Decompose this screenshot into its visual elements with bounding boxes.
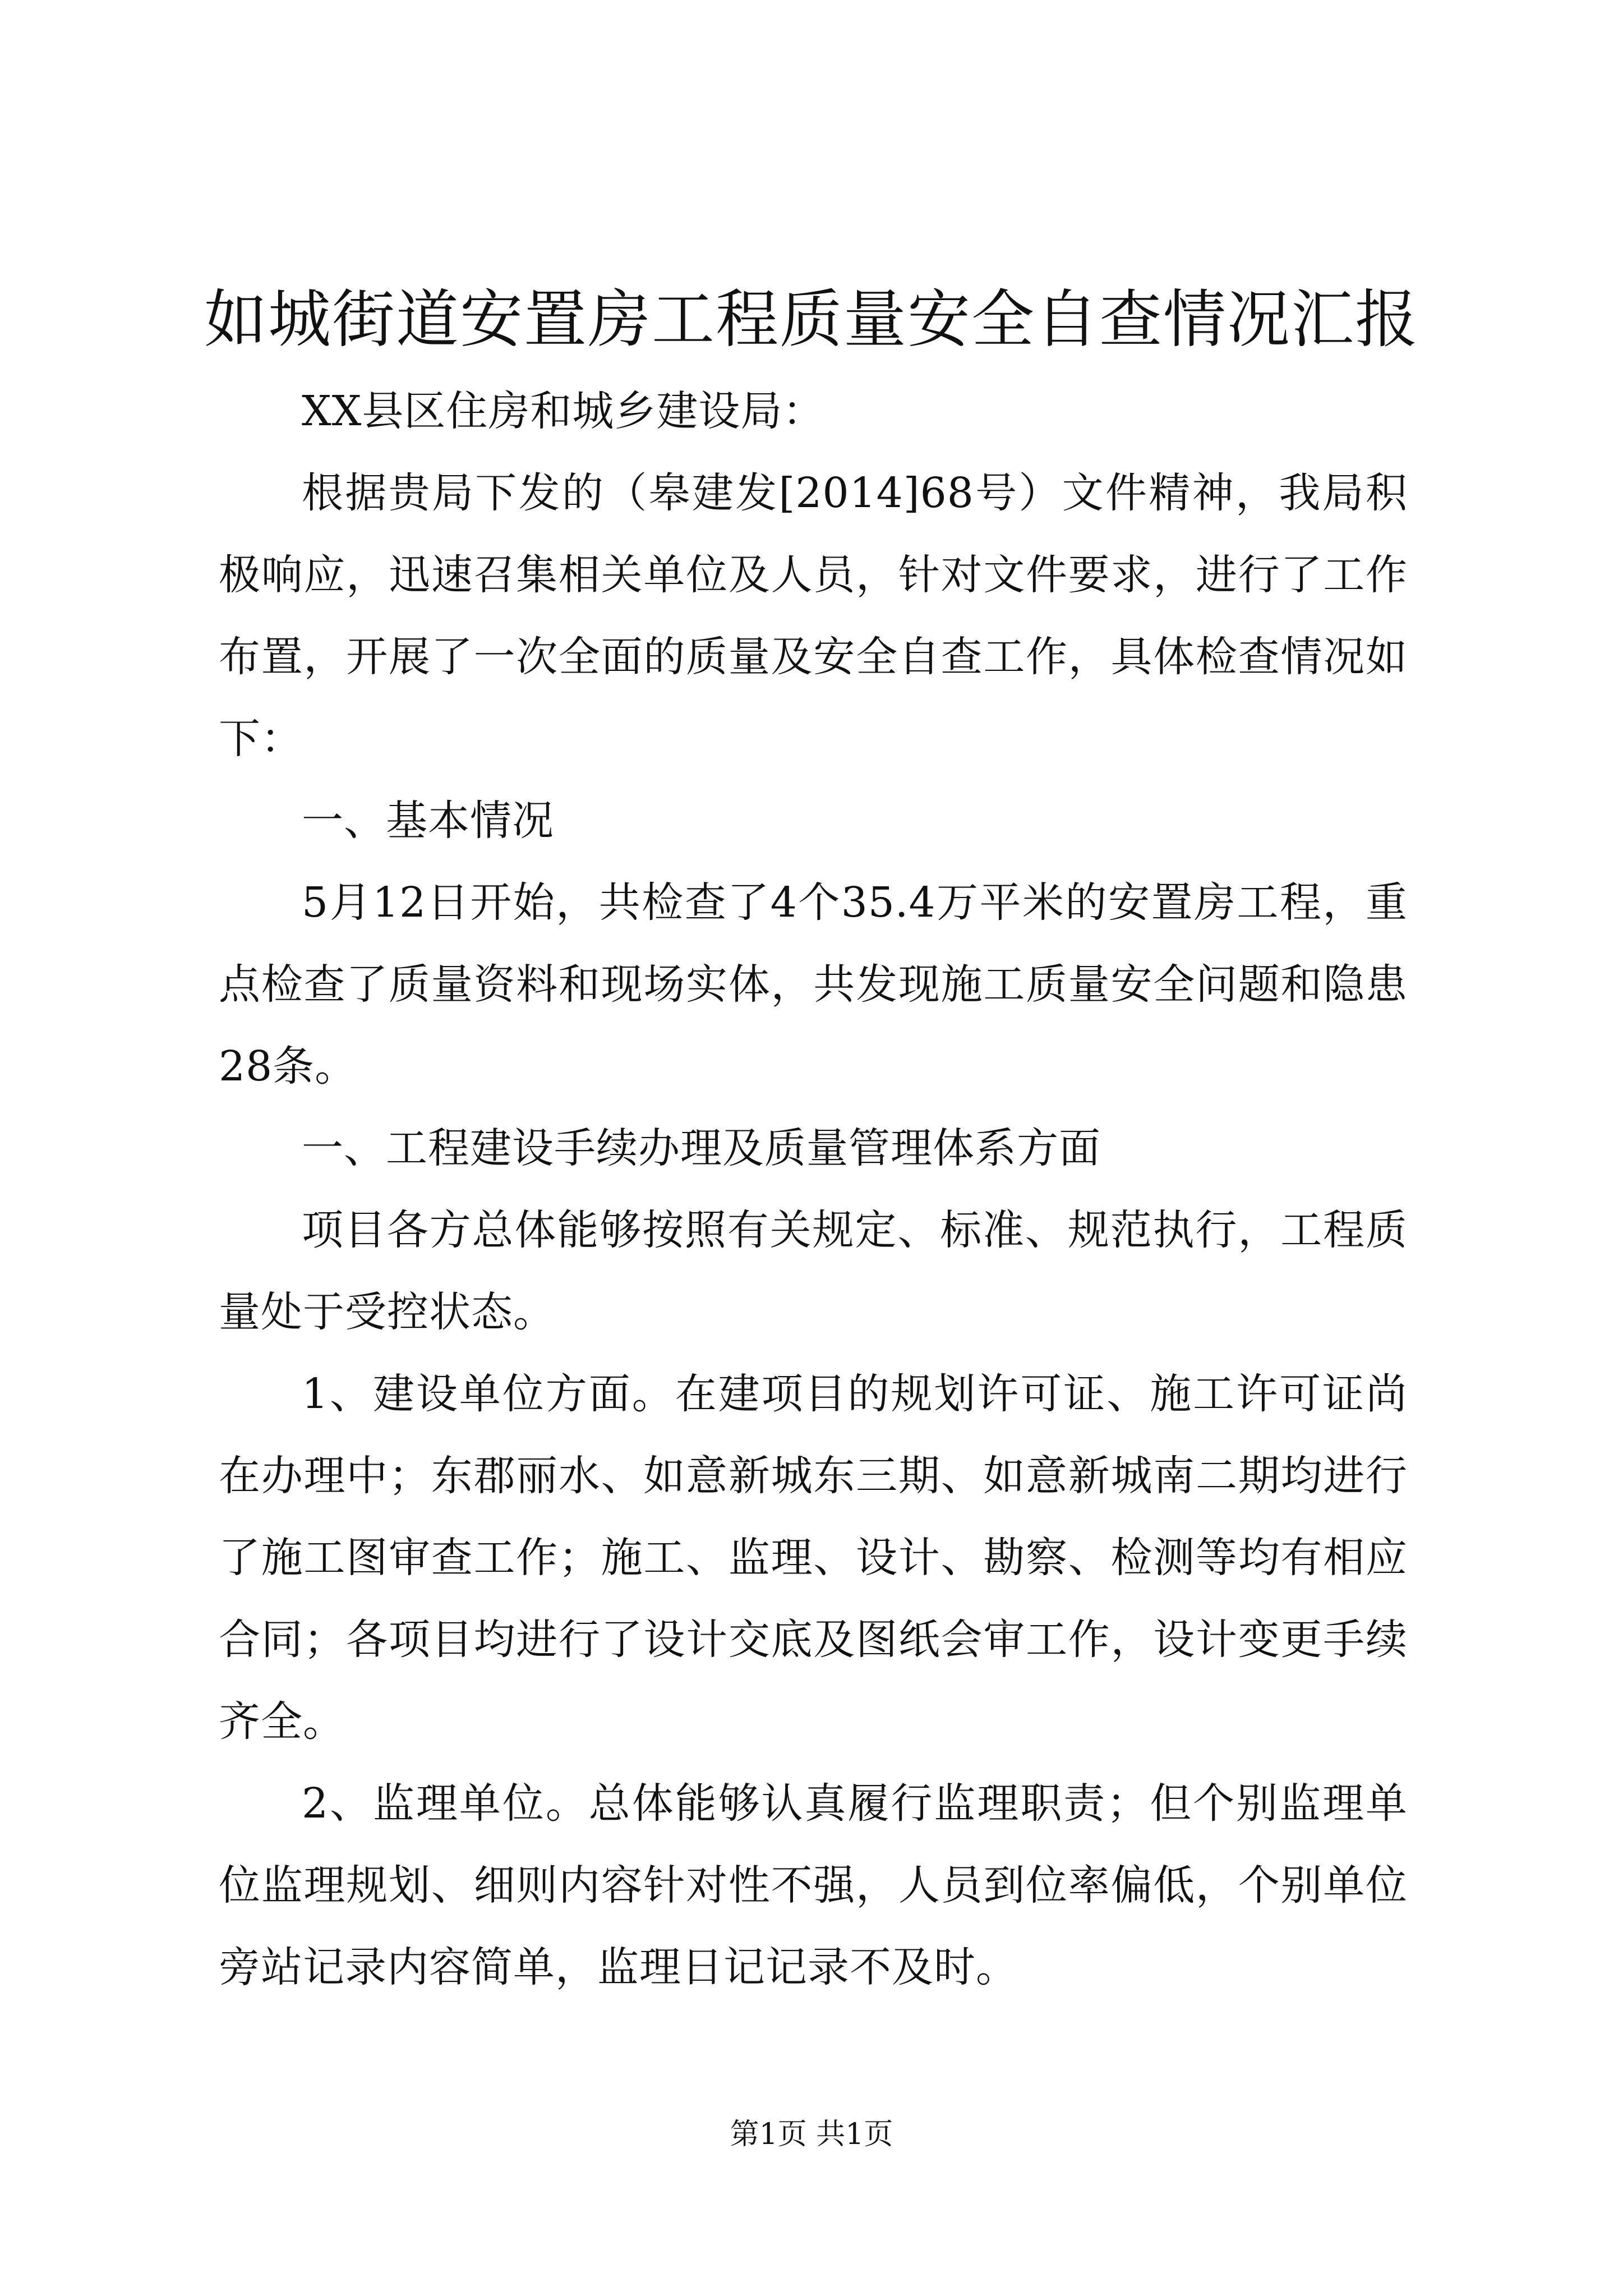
document-title: 如城街道安置房工程质量安全自查情况汇报 [204, 283, 1419, 356]
section-heading-procedures: 一、工程建设手续办理及质量管理体系方面 [302, 1124, 1101, 1172]
section-heading-basic-situation: 一、基本情况 [302, 797, 554, 845]
intro-paragraph: 根据贵局下发的（皋建发[2014]68号）文件精神，我局积极响应，迅速召集相关单位及人员，针对文件要求，进行了工作布置，开展了一次全面的质量及安全自查工作，具体检查情况如下： [219, 469, 1408, 763]
construction-unit-paragraph: 1、建设单位方面。在建项目的规划许可证、施工许可证尚在办理中；东郡丽水、如意新城东三期、如意新城南二期均进行了施工图审查工作；施工、监理、设计、勘察、检测等均有相应合同；各项目均进行了设计交底及图纸会审工作，设计变更手续齐全。 [219, 1370, 1408, 1746]
salutation-paragraph: XX县区住房和城乡建设局： [302, 387, 825, 435]
document-body [219, 370, 1408, 2008]
overall-status-paragraph: 项目各方总体能够按照有关规定、标准、规范执行，工程质量处于受控状态。 [219, 1206, 1408, 1336]
inspection-summary-paragraph: 5月12日开始，共检查了4个35.4万平米的安置房工程，重点检查了质量资料和现场实体，共发现施工质量安全问题和隐患28条。 [219, 878, 1408, 1091]
page-footer: 第1页 共1页 [730, 2118, 893, 2151]
supervision-unit-paragraph: 2、监理单位。总体能够认真履行监理职责；但个别监理单位监理规划、细则内容针对性不强，人员到位率偏低，个别单位旁站记录内容简单，监理日记记录不及时。 [219, 1779, 1408, 1991]
